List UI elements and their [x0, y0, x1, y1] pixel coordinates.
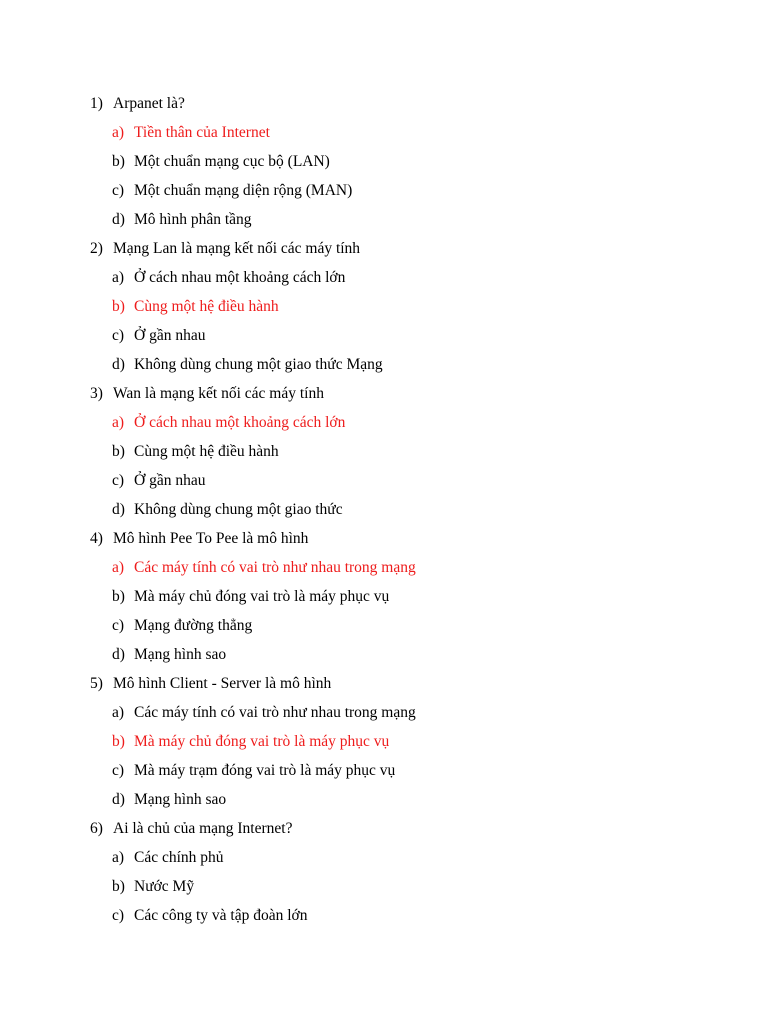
answer-option — [90, 147, 730, 176]
answer-letter: c) — [112, 907, 125, 924]
answer-option — [90, 901, 730, 930]
answer-text: Cùng một hệ điều hành — [134, 443, 279, 460]
answer-option — [90, 205, 730, 234]
question-number: 3) — [90, 385, 103, 402]
answer-option-correct — [90, 727, 730, 756]
answer-letter: d) — [112, 646, 125, 663]
answer-text: Các máy tính có vai trò như nhau trong mạng — [134, 559, 416, 576]
answer-letter: a) — [112, 559, 125, 576]
quiz-list — [90, 89, 730, 930]
question-3 — [90, 379, 730, 408]
answer-text: Các công ty và tập đoàn lớn — [134, 907, 308, 924]
answer-text: Một chuẩn mạng cục bộ (LAN) — [134, 153, 330, 170]
answer-option — [90, 756, 730, 785]
answer-text: Ở gần nhau — [134, 327, 206, 344]
answer-letter: d) — [112, 791, 125, 808]
question-text: Mô hình Pee To Pee là mô hình — [113, 530, 309, 547]
answer-text: Mạng hình sao — [134, 791, 227, 808]
answer-letter: a) — [112, 414, 125, 431]
answer-text: Các máy tính có vai trò như nhau trong mạng — [134, 704, 416, 721]
answer-option — [90, 466, 730, 495]
question-text: Mô hình Client - Server là mô hình — [113, 675, 332, 692]
answer-option — [90, 176, 730, 205]
question-6 — [90, 814, 730, 843]
answer-letter: a) — [112, 704, 125, 721]
answer-text: Ở cách nhau một khoảng cách lớn — [134, 269, 346, 286]
answer-text: Không dùng chung một giao thức Mạng — [134, 356, 383, 373]
question-number: 5) — [90, 675, 103, 692]
answer-option — [90, 843, 730, 872]
answer-text: Cùng một hệ điều hành — [134, 298, 279, 315]
answer-letter: c) — [112, 327, 125, 344]
answer-letter: d) — [112, 356, 125, 373]
question-number: 6) — [90, 820, 103, 837]
answer-letter: d) — [112, 501, 125, 518]
answer-option — [90, 785, 730, 814]
answer-text: Mạng đường thẳng — [134, 617, 253, 634]
answer-option — [90, 582, 730, 611]
question-text: Wan là mạng kết nối các máy tính — [113, 385, 324, 402]
answer-option-correct — [90, 292, 730, 321]
answer-text: Mà máy trạm đóng vai trò là máy phục vụ — [134, 762, 396, 779]
answer-option — [90, 872, 730, 901]
answer-option-correct — [90, 408, 730, 437]
answer-letter: c) — [112, 762, 125, 779]
answer-text: Không dùng chung một giao thức — [134, 501, 343, 518]
answer-option — [90, 350, 730, 379]
answer-option-correct — [90, 553, 730, 582]
answer-letter: a) — [112, 849, 125, 866]
answer-letter: c) — [112, 182, 125, 199]
answer-text: Mô hình phân tầng — [134, 211, 252, 228]
answer-option — [90, 495, 730, 524]
question-1 — [90, 89, 730, 118]
answer-letter: c) — [112, 472, 125, 489]
answer-option — [90, 611, 730, 640]
question-2 — [90, 234, 730, 263]
answer-option — [90, 640, 730, 669]
answer-letter: a) — [112, 124, 125, 141]
answer-text: Tiền thân của Internet — [134, 124, 270, 141]
answer-option — [90, 698, 730, 727]
answer-text: Một chuẩn mạng diện rộng (MAN) — [134, 182, 353, 199]
answer-option — [90, 263, 730, 292]
question-5 — [90, 669, 730, 698]
question-number: 4) — [90, 530, 103, 547]
question-text: Arpanet là? — [113, 95, 185, 112]
answer-text: Ở gần nhau — [134, 472, 206, 489]
answer-text: Các chính phủ — [134, 849, 224, 866]
answer-option — [90, 437, 730, 466]
answer-text: Mà máy chủ đóng vai trò là máy phục vụ — [134, 588, 390, 605]
answer-text: Mà máy chủ đóng vai trò là máy phục vụ — [134, 733, 390, 750]
question-4 — [90, 524, 730, 553]
answer-text: Mạng hình sao — [134, 646, 227, 663]
question-text: Mạng Lan là mạng kết nối các máy tính — [113, 240, 361, 257]
answer-letter: b) — [112, 878, 125, 895]
answer-letter: c) — [112, 617, 125, 634]
answer-letter: b) — [112, 153, 125, 170]
answer-option-correct — [90, 118, 730, 147]
answer-letter: b) — [112, 298, 125, 315]
question-number: 2) — [90, 240, 103, 257]
answer-letter: d) — [112, 211, 125, 228]
answer-letter: b) — [112, 733, 125, 750]
answer-option — [90, 321, 730, 350]
answer-letter: b) — [112, 443, 125, 460]
answer-text: Nước Mỹ — [134, 878, 195, 895]
answer-letter: a) — [112, 269, 125, 286]
question-number: 1) — [90, 95, 103, 112]
question-text: Ai là chủ của mạng Internet? — [113, 820, 293, 837]
answer-text: Ở cách nhau một khoảng cách lớn — [134, 414, 346, 431]
answer-letter: b) — [112, 588, 125, 605]
